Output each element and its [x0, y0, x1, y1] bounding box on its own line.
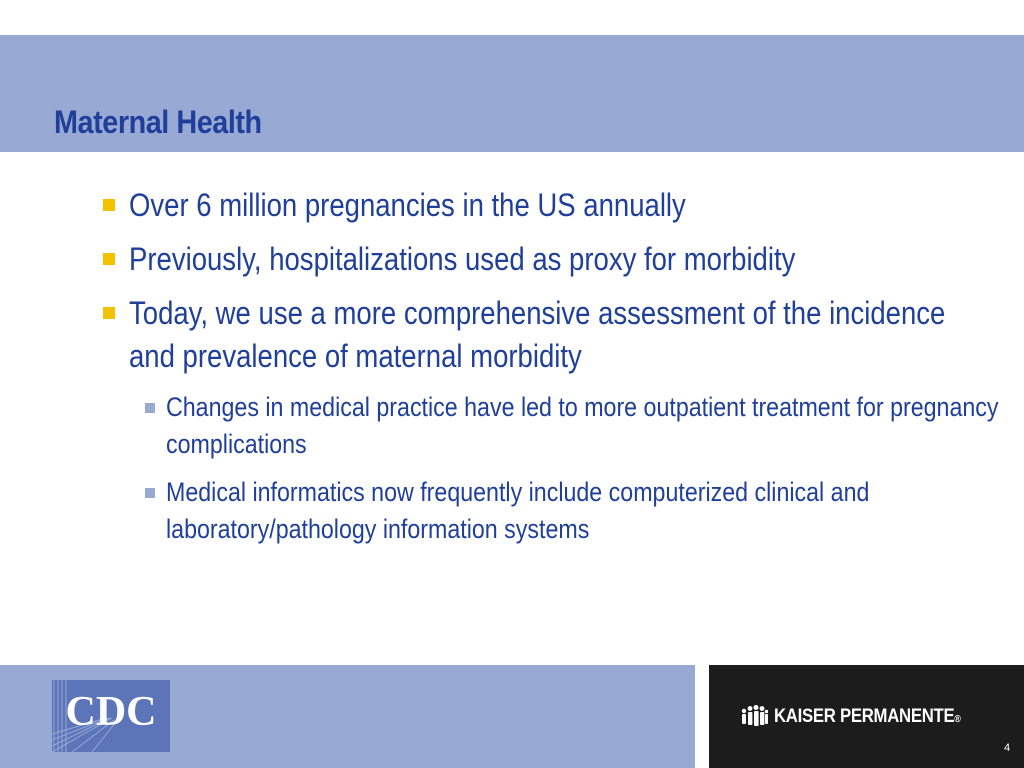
cdc-logo-text: CDC — [65, 689, 157, 735]
sub-bullet-square-icon — [145, 488, 155, 498]
page-number: 4 — [1004, 742, 1011, 754]
sub-bullet-square-icon — [145, 403, 155, 413]
kaiser-permanente-logo — [740, 700, 986, 734]
sub-bullet-item — [145, 389, 1005, 463]
bullet-text: Previously, hospitalizations used as proxy for morbidity — [129, 241, 796, 277]
slide-title: Maternal Health — [54, 104, 262, 140]
kaiser-permanente-text: KAISER PERMANENTE® — [774, 706, 961, 727]
sub-bullet-text: Medical informatics now frequently include computerized clinical and laboratory/pathology information systems — [166, 477, 870, 544]
sub-bullet-text: Changes in medical practice have led to more outpatient treatment for pregnancy complications — [166, 392, 999, 459]
bullet-text: Over 6 million pregnancies in the US annually — [129, 187, 686, 223]
bullet-item — [103, 292, 983, 378]
footer-divider — [695, 665, 709, 768]
bullet-square-icon — [103, 253, 115, 265]
kaiser-permanente-people-icon — [740, 705, 768, 729]
bullet-item — [103, 238, 983, 281]
bullet-square-icon — [103, 307, 115, 319]
bullet-item — [103, 184, 983, 227]
sub-bullet-item — [145, 474, 1005, 548]
bullet-square-icon — [103, 199, 115, 211]
cdc-logo — [52, 680, 170, 752]
bullet-text: Today, we use a more comprehensive assessment of the incidence and prevalence of maternal morbidity — [129, 295, 946, 374]
